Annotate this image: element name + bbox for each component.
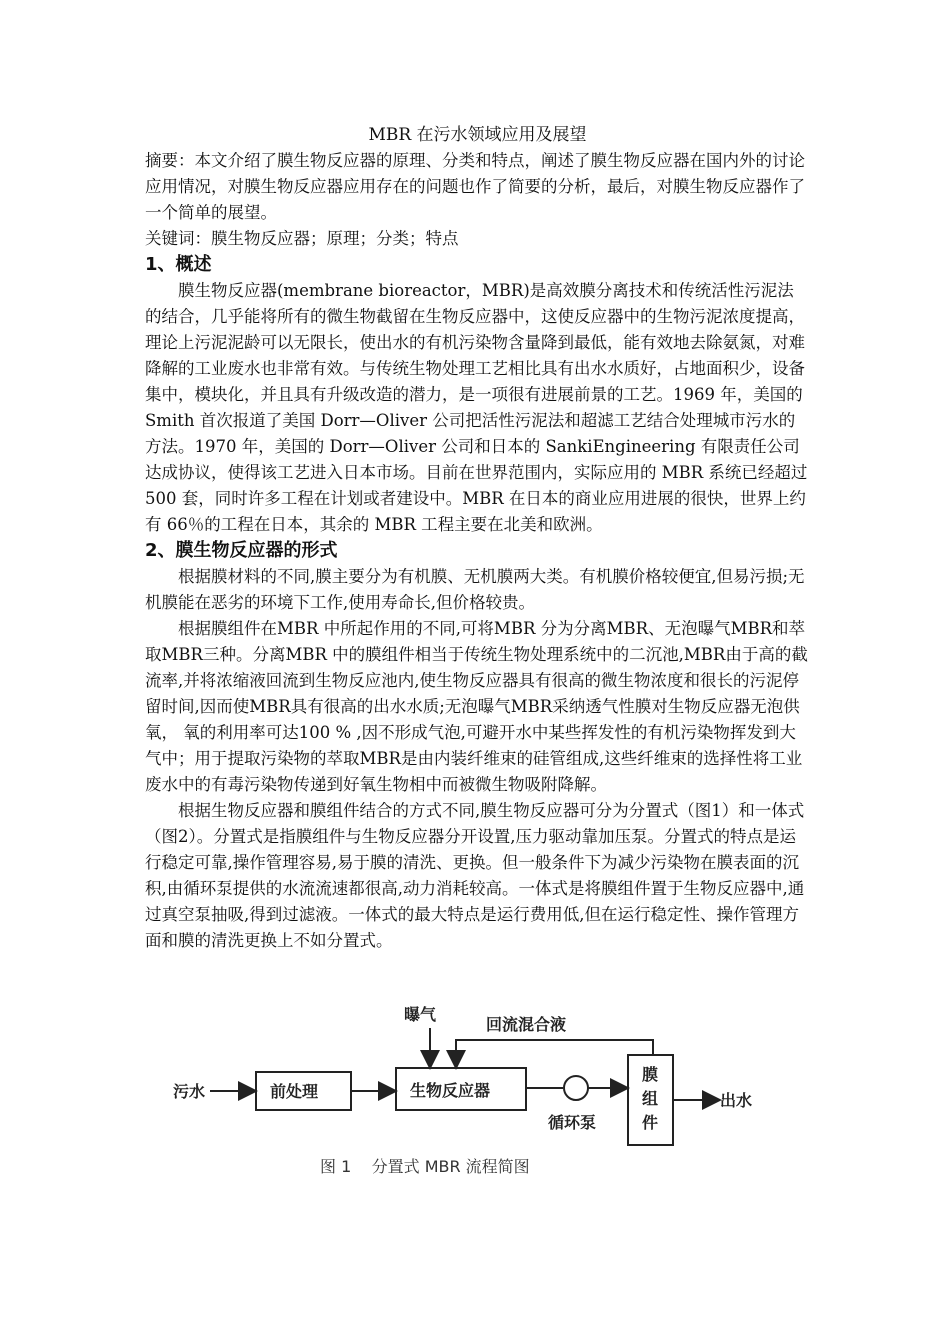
section2-heading: 2、膜生物反应器的形式 [145,540,338,561]
section2-para1: 根据膜材料的不同,膜主要分为有机膜、无机膜两大类。有机膜价格较便宜,但易污损;无机膜能在恶劣的环境下工作,使用寿命长,但价格较贵。 [145,567,805,612]
flow-diagram-svg [168,1000,788,1190]
aeration-label: 曝气 [404,1005,437,1024]
section2-para2: 根据膜组件在MBR 中所起作用的不同,可将MBR 分为分离MBR、无泡曝气MBR和萃取MBR三种。分离MBR 中的膜组件相当于传统生物处理系统中的二沉池,MBR由于高的截流率,并将浓缩液回流到生物反应池内,使生物反应器具有很高的微生物浓度和很长的污泥停留时间,因而使MBR具有很高的出水水质;无泡曝气MBR采纳透气性膜对生物反应器无泡供氧， 氧的利用率可达100 % ,因不形成气泡,可避开水中某些挥发性的有机污染物挥发到大气中；用于提取污染物的萃取MBR是由内装纤维束的硅管组成,这些纤维束的选择性将工业废水中的有毒污染物传递到好氧生物相中而被微生物吸附降解。 [145,619,808,794]
return-line [456,1040,653,1066]
bioreactor-label: 生物反应器 [410,1081,491,1100]
section2-para3: 根据生物反应器和膜组件结合的方式不同,膜生物反应器可分为分置式（图1）和一体式（图2）。分置式是指膜组件与生物反应器分开设置,压力驱动靠加压泵。分置式的特点是运行稳定可靠,操作管理容易,易于膜的清洗、更换。但一般条件下为减少污染物在膜表面的沉积,由循环泵提供的水流流速都很高,动力消耗较高。一体式是将膜组件置于生物反应器中,通过真空泵抽吸,得到过滤液。一体式的最大特点是运行费用低,但在运行稳定性、操作管理方面和膜的清洗更换上不如分置式。 [145,801,805,950]
pretreatment-label: 前处理 [270,1082,319,1101]
document-body [145,122,810,954]
outflow-label: 出水 [720,1091,753,1110]
figure-1-diagram [168,1000,788,1190]
membrane-label-2: 组 [642,1089,659,1108]
pump-circle [564,1076,588,1100]
membrane-label-3: 件 [642,1113,659,1132]
pump-label: 循环泵 [548,1113,597,1132]
doc-title: MBR 在污水领域应用及展望 [368,125,587,145]
membrane-label-1: 膜 [642,1065,659,1084]
return-mix-label: 回流混合液 [486,1015,567,1034]
figure-caption: 图 1 分置式 MBR 流程简图 [320,1157,530,1176]
abstract: 摘要：本文介绍了膜生物反应器的原理、分类和特点，阐述了膜生物反应器在国内外的讨论应用情况，对膜生物反应器应用存在的问题也作了简要的分析，最后，对膜生物反应器作了一个简单的展望。 [145,151,805,222]
section1-heading: 1、概述 [145,254,212,275]
inflow-label: 污水 [173,1082,206,1101]
keywords: 关键词：膜生物反应器；原理；分类；特点 [145,229,459,248]
section1-para1: 膜生物反应器(membrane bioreactor，MBR)是高效膜分离技术和传统活性污泥法的结合，几乎能将所有的微生物截留在生物反应器中，这使反应器中的生物污泥浓度提高，理论上污泥泥龄可以无限长，使出水的有机污染物含量降到最低，能有效地去除氨氮，对难降解的工业废水也非常有效。与传统生物处理工艺相比具有出水水质好，占地面积少，设备集中，模块化，并且具有升级改造的潜力，是一项很有进展前景的工艺。1969 年，美国的 Smith 首次报道了美国 Dorr—Oliver 公司把活性污泥法和超滤工艺结合处理城市污水的方法。1970 年，美国的 Dorr—Oliver 公司和日本的 SankiEngineering 有限责任公司达成协议，使得该工艺进入日本市场。目前在世界范围内，实际应用的 MBR 系统已经超过 500 套，同时许多工程在计划或者建设中。MBR 在日本的商业应用进展的很快，世界上约有 66％的工程在日本，其余的 MBR 工程主要在北美和欧洲。 [145,281,808,534]
